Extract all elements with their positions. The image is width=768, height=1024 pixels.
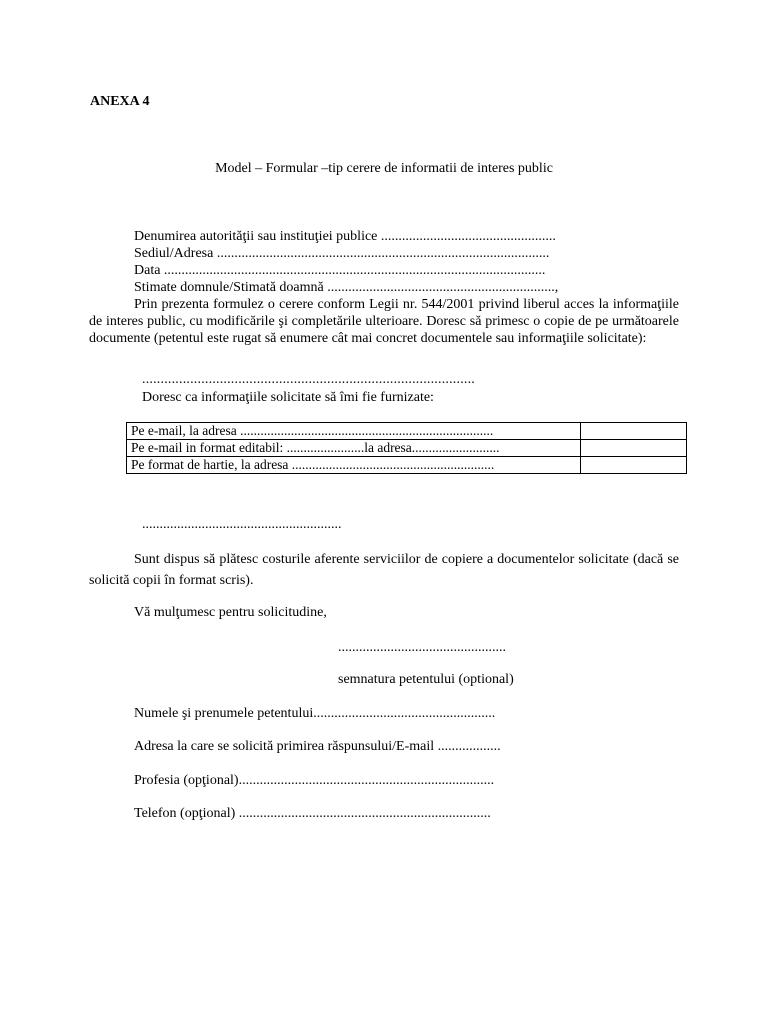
delivery-option-editable-email-checkbox[interactable] — [581, 440, 687, 457]
address-line[interactable]: Sediul/Adresa ............................................................................................... — [134, 246, 550, 261]
delivery-option-paper: Pe format de hartie, la adresa ............................................................ — [127, 457, 581, 474]
payment-paragraph — [89, 549, 679, 591]
intro-lines — [134, 228, 558, 296]
date-line[interactable]: Data ............................................................................................................. — [134, 263, 546, 278]
profession-field[interactable]: Profesia (opţional)......................................................................... — [134, 773, 495, 788]
signature-dots[interactable]: ................................................ — [338, 640, 506, 655]
salutation-line: Stimate domnule/Stimată doamnă ................................................................., — [134, 280, 559, 295]
delivery-option-email: Pe e-mail, la adresa ........................................................................... — [127, 423, 581, 440]
reply-address-field[interactable]: Adresa la care se solicită primirea răspunsului/E-mail .................. — [134, 739, 501, 754]
payment-paragraph-text: Sunt dispus să plătesc costurile aferente serviciilor de copiere a documentelor solicitate (dacă se solicită copii în format scris). — [89, 552, 679, 588]
delivery-option-email-checkbox[interactable] — [581, 423, 687, 440]
documents-list-dots[interactable]: .......................................................................................... — [142, 372, 475, 387]
phone-field[interactable]: Telefon (opţional) ........................................................................ — [134, 806, 491, 821]
signature-label: semnatura petentului (optional) — [338, 672, 514, 687]
document-title: Model – Formular –tip cerere de informatii de interes public — [215, 161, 553, 176]
authority-name-line[interactable]: Denumirea autorităţii sau instituţiei publice .................................................. — [134, 229, 556, 244]
annex-heading: ANEXA 4 — [90, 94, 150, 109]
request-paragraph-text: Prin prezenta formulez o cerere conform Legii nr. 544/2001 privind liberul acces la informaţiile de interes public, cu modificările şi completările ulterioare. Doresc să primesc o copie de pe următoarele documente (petentul este rugat să enumere cât mai concret documentele sau informaţiile solicitate): — [89, 297, 679, 346]
table-row — [127, 457, 687, 474]
table-row — [127, 440, 687, 457]
delivery-options-table — [126, 422, 687, 474]
delivery-option-paper-checkbox[interactable] — [581, 457, 687, 474]
table-row — [127, 423, 687, 440]
request-paragraph — [89, 296, 679, 347]
delivery-option-editable-email: Pe e-mail in format editabil: .......................la adresa.......................... — [127, 440, 581, 457]
thanks-line: Vă mulţumesc pentru solicitudine, — [134, 605, 327, 620]
other-dots[interactable]: ......................................................... — [142, 517, 342, 532]
delivery-intro: Doresc ca informaţiile solicitate să îmi fie furnizate: — [142, 390, 434, 405]
applicant-name-field[interactable]: Numele şi prenumele petentului.................................................... — [134, 706, 496, 721]
